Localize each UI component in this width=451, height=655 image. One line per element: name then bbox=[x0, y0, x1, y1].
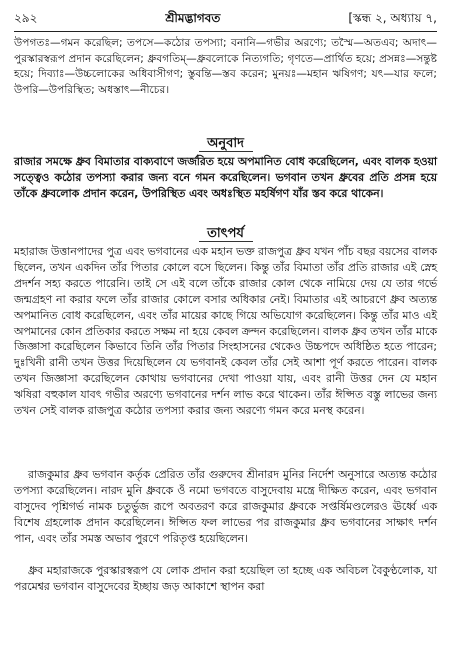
page-number: ২৯২ bbox=[14, 11, 38, 25]
purport-body bbox=[14, 244, 437, 611]
purport-heading bbox=[14, 224, 437, 240]
purport-heading-text: তাৎপর্য bbox=[207, 226, 244, 241]
purport-paragraph-3: ধ্রুব মহারাজকে পুরস্কারস্বরূপ যে লোক প্রদান করা হয়েছিল তা হচ্ছে এক অবিচল বৈকুণ্ঠলোক, যা পরমেশ্বর ভগবান বাসুদেবের ইচ্ছায় জড় আকাশে স্থাপন করা bbox=[14, 564, 437, 593]
purport-paragraph-2: রাজকুমার ধ্রুব ভগবান কর্তৃক প্রেরিত তাঁর গুরুদেব শ্রীনারদ মুনির নির্দেশ অনুসারে অত্যন্ত কঠোর তপস্যা করেছিলেন। নারদ মুনি ধ্রুবকে ওঁ নমো ভগবতে বাসুদেবায় মন্ত্রে দীক্ষিত করেন, এবং ভগবান বাসুদেব পৃশ্নিগর্ভ নামক চতুর্ভুজ রূপে অবতরণ করে রাজকুমার ধ্রুবকে সপ্তর্ষিমণ্ডলেরও ঊর্ধ্বে এক বিশেষ গ্রহলোক প্রদান করেছিলেন। ঈপ্সিত ফল লাভের পর রাজকুমার ধ্রুব ভগবানের সাক্ষাৎ দর্শন পান, এবং তাঁর সমস্ত অভাব পুরণে পরিতৃপ্ত হয়েছিলেন। bbox=[14, 468, 437, 545]
translation-text: রাজার সমক্ষে ধ্রুব বিমাতার বাক্যবাণে জর্জরিত হয়ে অপমানিত বোধ করেছিলেন, এবং বালক হওয়া সত্ত্বেও কঠোর তপস্যা করার জন্য বনে গমন করেছিলেন। ভগবান তখন ধ্রুবের প্রতি প্রসন্ন হয়ে তাঁকে ধ্রুবলোক প্রদান করেন, উপরিস্থিত এবং অধঃস্থিত মহর্ষিগণ যাঁর স্তব করে থাকেন। bbox=[14, 155, 437, 200]
purport-paragraph-1: মহারাজ উত্তানপাদের পুত্র এবং ভগবানের এক মহান ভক্ত রাজপুত্র ধ্রুব যখন পাঁচ বছর বয়সের বালক ছিলেন, তখন একদিন তাঁর পিতার কোলে বসে ছিলেন। কিন্তু তাঁর বিমাতা তাঁর প্রতি রাজার এই স্নেহ প্রদর্শন সহ্য করতে পারেনি। তাই সে এই বলে তাঁকে রাজার কোল থেকে নামিয়ে দেয় যে তার গর্ভে জন্মগ্রহণ না করার ফলে তাঁর রাজার কোলে বসার অধিকার নেই। বিমাতার এই আচরণে ধ্রুব অত্যন্ত অপমানিত বোধ করেছিলেন, এবং তাঁর মায়ের কাছে গিয়ে অভিযোগ করেছিলেন। কিন্তু তাঁর মাও এই অপমানের কোন প্রতিকার করতে সক্ষম না হয়ে কেবল ক্রন্দন করেছিলেন। বালক ধ্রুব তখন তাঁর মাকে জিজ্ঞাসা করেছিলেন কিভাবে তিনি তাঁর পিতার সিংহাসনের থেকেও উচ্চপদে অধিষ্ঠিত হতে পারেন; দুঃখিনী রানী তখন উত্তর দিয়েছিলেন যে ভগবানই কেবল তাঁর সেই আশা পূর্ণ করতে পারেন। বালক তখন জিজ্ঞাসা করেছিলেন কোথায় ভগবানের দেখা পাওয়া যায়, এবং রানী উত্তর দেন যে মহান ঋষিরা বহুকাল যাবৎ গভীর অরণ্যে ভগবানের দর্শন লাভ করে থাকেন। তাঁর ঈপ্সিত বস্তু লাভের জন্য তখন সেই বালক রাজপুত্র কঠোর তপস্যা করার জন্য অরণ্যে গমন করে মনস্থ করেন। bbox=[14, 245, 437, 418]
book-title: শ্রীমদ্ভাগবত bbox=[165, 11, 221, 25]
purport-heading-underline bbox=[199, 241, 253, 242]
header-rule bbox=[14, 31, 437, 32]
synonyms-block: উপগতঃ—গমন করেছিল; তপসে—কঠোর তপস্যা; বনানি—গভীর অরণ্যে; তস্মৈ—অতএব; অদাৎ—পুরস্কারস্বরূপ প্রদান করেছিলেন; ধ্রুবগতিম্—ধ্রুবলোকে নিত্যগতি; গৃণতে—প্রার্থিত হয়ে; প্রসন্নঃ—সন্তুষ্ট হয়ে; দিব্যাঃ—উচ্চলোকের অধিবাসীগণ; স্তুবন্তি—স্তব করেন; মুনয়ঃ—মহান ঋষিগণ; যৎ—যার ফলে; উপরি—উপরিস্থিত; অধস্তাৎ—নীচের। bbox=[14, 37, 437, 96]
page-header bbox=[14, 10, 437, 28]
section-reference: [স্কন্ধ ২, অধ্যায় ৭, bbox=[348, 11, 437, 25]
translation-heading-text: অনুবাদ bbox=[207, 136, 244, 151]
translation-heading bbox=[14, 134, 437, 150]
translation-heading-underline bbox=[199, 151, 253, 152]
